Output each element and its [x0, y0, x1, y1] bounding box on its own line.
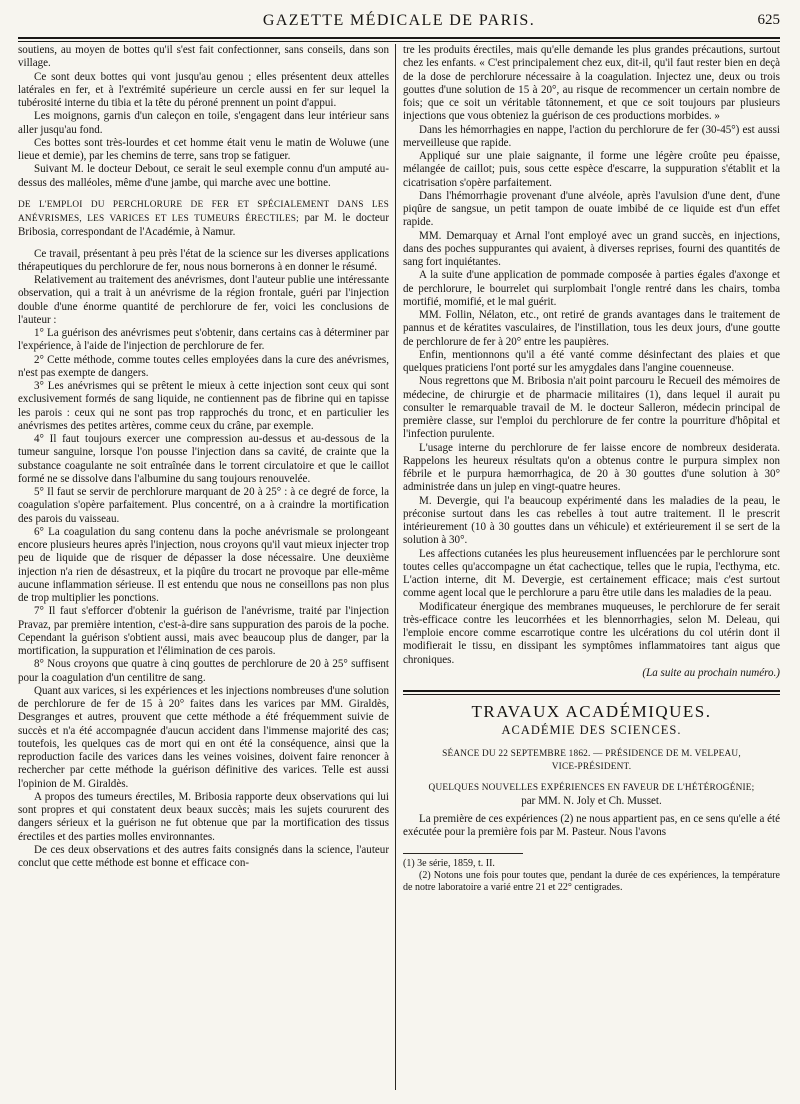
- session-line-2: VICE-PRÉSIDENT.: [551, 761, 632, 772]
- paragraph: Les affections cutanées les plus heureusement influencées par le perchlorure sont toutes celles qu'accompagne un état cachectique, telles que le rupia, l'ecthyma, etc. L'action interne, dit M. Devergie, est certainement efficace; mais c'est surtout comme agent local que le perchlorure a paru être utile dans les maladies de la peau.: [403, 547, 780, 600]
- paragraph: 1° La guérison des anévrismes peut s'obtenir, dans certains cas à déterminer par l'expérience, à l'aide de l'injection de perchlorure de fer.: [18, 327, 389, 353]
- paragraph: Les moignons, garnis d'un caleçon en toile, s'engagent dans leur intérieur sans aller jusqu'au fond.: [18, 110, 389, 136]
- paragraph: 6° La coagulation du sang contenu dans la poche anévrismale se prolongeant encore plusieurs heures après l'injection, nous croyons qu'il vaut mieux injecter trop peu de liquide que de risquer de dépasser la dose nécessaire. Une deuxième injection n'a rien de désastreux, et la piqûre du trocart ne provoque par elle-même aucune inflammation sérieuse. Il est entendu que nous ne conseillons pas non plus de trop multiplier les ponctions.: [18, 525, 389, 604]
- journal-title: GAZETTE MÉDICALE DE PARIS.: [262, 12, 536, 29]
- footnote: (2) Notons une fois pour toutes que, pendant la durée de ces expériences, la température de notre laboratoire a varié entre 21 et 22° centigrades.: [403, 870, 780, 893]
- paragraph: Dans les hémorrhagies en nappe, l'action du perchlorure de fer (30-45°) est aussi merveilleuse que rapide.: [403, 123, 780, 149]
- paragraph: M. Devergie, qui l'a beaucoup expérimenté dans les maladies de la peau, le préconise surtout dans les cas rebelles à tout autre traitement. Il le prescrit intérieurement (10 à 30 gouttes dans un véhicule) et extérieurement il se sert de la solution à 30°.: [403, 494, 780, 547]
- paragraph: Ce travail, présentant à peu près l'état de la science sur les diverses applications thérapeutiques du perchlorure de fer, nous nous bornerons à en donner le résumé.: [18, 247, 389, 273]
- header-rule-thin: [18, 41, 780, 42]
- paragraph: 7° Il faut s'efforcer d'obtenir la guérison de l'anévrisme, traité par l'injection Pravaz, par première intention, c'est-à-dire sans suppuration des parois de la poche. Cependant la guérison s'obtient aussi, mais avec beaucoup plus de danger, par la mortification, la suppuration et l'élimination de ces parois.: [18, 605, 389, 657]
- paragraph: Modificateur énergique des membranes muqueuses, le perchlorure de fer serait très-efficace contre les leucorrhées et les blennorrhagies, selon M. Deleau, qui l'emploie encore comme escarrotique contre les ulcérations du col utérin dont il modifierait le tissu, en dissipant les symptômes inflammatoires tant aigus que chroniques.: [403, 600, 780, 666]
- subarticle-title: QUELQUES NOUVELLES EXPÉRIENCES EN FAVEUR DE L'HÉTÉROGÉNIE;: [428, 783, 755, 793]
- paragraph: Enfin, mentionnons qu'il a été vanté comme désinfectant des plaies et que quelques praticiens l'ont porté sur les amygdales dans l'angine couenneuse.: [403, 348, 780, 374]
- continued-note: (La suite au prochain numéro.): [642, 666, 780, 679]
- paragraph: Dans l'hémorrhagie provenant d'une alvéole, après l'avulsion d'une dent, d'une piqûre de sangsue, un petit tampon de ouate imbibé de ce liquide est d'un effet rapide.: [403, 189, 780, 229]
- paragraph: L'usage interne du perchlorure de fer laisse encore de nombreux desiderata. Rappelons les heureux résultats qu'on a obtenus contre le purpura simplex non fébrile et le purpura hæmorrhagica, de 20 à 30 gouttes d'une solution à 30° administrée dans un julep en vingt-quatre heures.: [403, 441, 780, 494]
- page-header: [18, 12, 780, 40]
- paragraph: 4° Il faut toujours exercer une compression au-dessus et au-dessous de la tumeur sanguine, lorsque l'on pousse l'injection dans sa cavité, de crainte que la substance coagulante ne soit entraînée dans le torrent circulatoire et que le caillot formé ne se dissolve dans l'albumine du sang toujours renouvelée.: [18, 433, 389, 485]
- paragraph: De ces deux observations et des autres faits consignés dans la science, l'auteur conclut que cette méthode est bonne et efficace con-: [18, 843, 389, 869]
- article-heading: [18, 198, 389, 240]
- footnote: (1) 3e série, 1859, t. II.: [403, 858, 495, 869]
- paragraph: Ces bottes sont très-lourdes et cet homme était venu le matin de Woluwe (une lieue et demie), par les chemins de terre, sans trop se fatiguer.: [18, 136, 389, 162]
- paragraph: MM. Demarquay et Arnal l'ont employé avec un grand succès, en injections, dans des poches suppurantes qui avaient, à diverses reprises, fourni des quantités de sang fort inquiétantes.: [403, 229, 780, 268]
- session-line: SÉANCE DU 22 SEPTEMBRE 1862. — PRÉSIDENCE DE M. VELPEAU,: [442, 748, 741, 759]
- paragraph: 3° Les anévrismes qui se prêtent le mieux à cette injection sont ceux qui sont exclusivement formés de sang liquide, ne contiennent pas de fibrine qui en tapisse les parois : ceux qui ne sont pas trop rapprochés du tronc, et en particulier les anévrismes des petites artères, comme ceux du crâne, par exemple.: [18, 380, 389, 432]
- left-column: [18, 44, 389, 870]
- paragraph: 5° Il faut se servir de perchlorure marquant de 20 à 25° : à ce degré de force, la coagulation s'opère parfaitement. Plus concentré, on a à craindre la mortification des parois du vaisseau.: [18, 486, 389, 525]
- subarticle-byline: par MM. N. Joly et Ch. Musset.: [521, 795, 662, 808]
- paragraph: MM. Follin, Nélaton, etc., ont retiré de grands avantages dans le traitement de pannus et de kératites vasculaires, de l'instillation, tous les deux jours, d'une goutte de perchlorure de fer à 20° entre les paupières.: [403, 309, 780, 348]
- paragraph: 2° Cette méthode, comme toutes celles employées dans la cure des anévrismes, n'est pas exempte de dangers.: [18, 353, 389, 379]
- section-title: TRAVAUX ACADÉMIQUES.: [471, 702, 712, 721]
- article-heading-caps: DE L'EMPLOI DU PERCHLORURE DE FER ET SPÉCIALEMENT DANS LES ANÉVRISMES, LES VARICES ET LES TUMEURS ÉRECTILES;: [18, 199, 389, 224]
- page-number: 625: [757, 12, 780, 28]
- section-rule-thin: [403, 694, 780, 695]
- paragraph: Ce sont deux bottes qui vont jusqu'au genou ; elles présentent deux attelles latérales en fer, et à l'extrémité supérieure un cercle aussi en fer sur lequel la tubérosité interne du tibia et la tête du péroné prennent un point d'appui.: [18, 70, 389, 109]
- paragraph: Relativement au traitement des anévrismes, dont l'auteur publie une intéressante observation, qui a trait à un anévrisme de la région frontale, guéri par l'injection double d'une énorme quantité de perchlorure de fer, voici les conclusions de l'auteur :: [18, 274, 389, 326]
- column-divider: [395, 44, 396, 1090]
- section-subtitle: ACADÉMIE DES SCIENCES.: [501, 723, 682, 738]
- paragraph: tre les produits érectiles, mais qu'elle demande les plus grandes précautions, surtout chez les enfants. « C'est principalement chez eux, dit-il, qu'il faut rester bien en deçà de la dose de perchlorure nécessaire à la coagulation. Injectez une, deux ou trois gouttes d'une solution de 15 à 20°, au risque de recommencer un certain nombre de fois; que ce soit un véritable tâtonnement, et que ce soit toujours par plusieurs injections que vous obteniez la guérison de ces productions morbides. »: [403, 44, 780, 123]
- article-heading-byline: par M. le docteur Bribosia, correspondant de l'Académie, à Namur.: [18, 212, 389, 239]
- paragraph: A propos des tumeurs érectiles, M. Bribosia rapporte deux observations qui lui sont propres et qui constatent deux beaux succès; mais les sujets coururent des dangers sérieux et la guérison ne fut obtenue que par la mortification des tissus érectiles et des parties molles environnantes.: [18, 790, 389, 843]
- paragraph: La première de ces expériences (2) ne nous appartient pas, en ce sens qu'elle a été exécutée pour la première fois par M. Pasteur. Nous l'avons: [403, 812, 780, 838]
- footnote-rule: [403, 853, 523, 854]
- paragraph: Appliqué sur une plaie saignante, il forme une légère croûte peu épaisse, mélangée de caillot; puis, sous cette espèce d'escarre, la suppuration s'établit et la cicatrisation s'opère parfaitement.: [403, 150, 780, 189]
- paragraph: Suivant M. le docteur Debout, ce serait le seul exemple connu d'un amputé au-dessus des malléoles, même d'une jambe, qui marche avec une bottine.: [18, 163, 389, 189]
- paragraph: soutiens, au moyen de bottes qu'il s'est fait confectionner, sans conseils, dans son village.: [18, 44, 389, 70]
- paragraph: Quant aux varices, si les expériences et les injections nombreuses d'une solution de perchlorure de fer de 15 à 20° faites dans les varices par MM. Giraldès, Desgranges et autres, prouvent que cette méthode a été fréquemment suivie de succès et n'a été accompagnée d'aucun accident dans l'immense majorité des cas; toutefois, les quelques cas de mort qui en ont été la conséquence, ainsi que la reproduction facile des varices dans les veines voisines, doivent faire renoncer à rechercher par cette méthode la guérison définitive des varices. Telle est aussi l'opinion de M. Giraldès.: [18, 684, 389, 790]
- paragraph: 8° Nous croyons que quatre à cinq gouttes de perchlorure de 20 à 25° suffisent pour la coagulation d'un centilitre de sang.: [18, 658, 389, 684]
- section-rule: [403, 690, 780, 692]
- right-column: [403, 44, 780, 894]
- paragraph: Nous regrettons que M. Bribosia n'ait point parcouru le Recueil des mémoires de médecine, de chirurgie et de pharmacie militaires (1), dans lequel il aurait pu consulter le remarquable travail de M. le docteur Salleron, médecin principal de première classe, sur l'emploi du perchlorure de fer contre la pourriture d'hôpital et l'infection purulente.: [403, 375, 780, 441]
- header-rule: [18, 37, 780, 39]
- paragraph: A la suite d'une application de pommade composée à parties égales d'axonge et de perchlorure, le bourrelet qui surplombait l'ongle rentré dans les chairs, tomba mortifié, momifié, et le mal guérit.: [403, 269, 780, 308]
